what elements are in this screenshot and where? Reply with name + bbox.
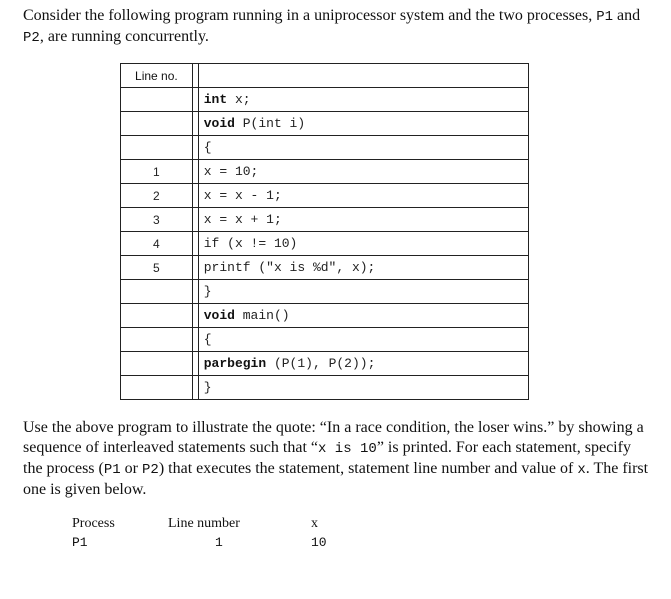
code-line xyxy=(199,353,528,375)
code-row xyxy=(121,304,529,328)
line-number-cell xyxy=(121,136,193,160)
code-line xyxy=(199,185,528,207)
line-number: 4 xyxy=(153,236,160,251)
process-p1-code: P1 xyxy=(103,462,121,478)
code-cell xyxy=(198,376,528,400)
code-cell xyxy=(198,184,528,208)
code-row xyxy=(121,208,529,232)
line-number-cell xyxy=(121,88,193,112)
code-cell xyxy=(198,304,528,328)
code-cell xyxy=(198,352,528,376)
code-cell xyxy=(198,232,528,256)
code-text: } xyxy=(203,283,212,299)
example-value-process: P1 xyxy=(72,535,88,550)
line-number-cell xyxy=(121,376,193,400)
code-row xyxy=(121,328,529,352)
example-header-line-number: Line number xyxy=(168,516,240,531)
question-paragraph xyxy=(23,418,653,500)
code-keyword: parbegin xyxy=(203,355,267,371)
line-number-cell xyxy=(121,352,193,376)
example-value-line-number: 1 xyxy=(215,535,223,550)
line-number: 5 xyxy=(153,260,160,275)
line-number xyxy=(121,304,192,327)
code-line xyxy=(199,113,528,135)
intro-paragraph xyxy=(23,6,653,48)
intro-text: , are running concurrently. xyxy=(39,28,209,45)
code-table xyxy=(120,63,529,400)
code-row xyxy=(121,160,529,184)
code-text: x = x + 1; xyxy=(203,211,282,227)
code-text: if (x != 10) xyxy=(203,235,298,251)
code-line xyxy=(199,137,528,159)
line-number xyxy=(121,352,192,375)
code-row xyxy=(121,280,529,304)
question-text: or xyxy=(120,460,142,477)
code-cell xyxy=(198,280,528,304)
code-text: x = x - 1; xyxy=(203,187,282,203)
line-number-cell xyxy=(121,256,193,280)
code-cell xyxy=(198,160,528,184)
code-row xyxy=(121,376,529,400)
line-number-cell xyxy=(121,208,193,232)
line-number xyxy=(121,136,192,159)
code-row xyxy=(121,352,529,376)
question-text: ) that executes the statement, statement line number and value of xyxy=(158,460,578,477)
line-number-cell xyxy=(121,112,193,136)
line-number-cell xyxy=(121,304,193,328)
question-text: Use the above program to illustrate the quote: “In a race condition, the loser wins.” by showing a sequence of interleaved statements such that “ xyxy=(23,419,644,456)
line-number-cell xyxy=(121,280,193,304)
code-line xyxy=(199,89,528,111)
code-text: x; xyxy=(227,91,251,107)
line-number-cell xyxy=(121,160,193,184)
line-number-cell xyxy=(121,328,193,352)
line-number: 2 xyxy=(153,188,160,203)
example-header-process: Process xyxy=(72,516,115,531)
line-number xyxy=(121,328,192,351)
process-p1-code: P1 xyxy=(596,9,614,25)
code-line xyxy=(199,209,528,231)
code-line xyxy=(199,305,528,327)
line-number-cell xyxy=(121,184,193,208)
code-row xyxy=(121,136,529,160)
line-number: 3 xyxy=(153,212,160,227)
process-p2-code: P2 xyxy=(142,462,159,478)
code-line xyxy=(199,281,528,303)
code-line xyxy=(199,257,528,279)
code-cell xyxy=(198,136,528,160)
line-number xyxy=(121,376,192,399)
process-p2-code: P2 xyxy=(23,30,40,46)
code-row xyxy=(121,88,529,112)
code-text: { xyxy=(203,139,212,155)
code-text: } xyxy=(203,379,212,395)
question-code: x is 10 xyxy=(318,441,377,457)
code-text: P(int i) xyxy=(234,115,306,131)
code-cell xyxy=(198,256,528,280)
line-number-cell xyxy=(121,232,193,256)
code-line xyxy=(199,161,528,183)
line-number: 1 xyxy=(153,164,160,179)
intro-text: Consider the following program running in a uniprocessor system and the two processes, xyxy=(23,7,597,24)
variable-x-code: x xyxy=(577,462,586,478)
question-text: . The first one is given below. xyxy=(23,460,649,498)
question-text: ” is printed. For each statement, specify the process ( xyxy=(23,439,631,477)
code-text: printf ("x is %d", x); xyxy=(203,259,376,275)
code-cell xyxy=(198,88,528,112)
code-row xyxy=(121,232,529,256)
code-row xyxy=(121,184,529,208)
code-row xyxy=(121,112,529,136)
code-line xyxy=(199,329,528,351)
intro-text: and xyxy=(613,7,641,24)
line-no-header xyxy=(121,64,193,88)
line-number xyxy=(121,112,192,135)
code-text: main() xyxy=(234,307,290,323)
code-text: x = 10; xyxy=(203,163,259,179)
code-keyword: int xyxy=(203,91,228,107)
code-cell xyxy=(198,328,528,352)
code-line xyxy=(199,377,528,399)
code-cell xyxy=(198,208,528,232)
code-keyword: void xyxy=(203,307,235,323)
code-text: { xyxy=(203,331,212,347)
example-header-x: x xyxy=(311,516,318,531)
table-header-row xyxy=(121,64,529,88)
example-value-x: 10 xyxy=(311,535,327,550)
line-number xyxy=(121,280,192,303)
code-row xyxy=(121,256,529,280)
code-header-cell xyxy=(198,64,528,88)
code-text: (P(1), P(2)); xyxy=(266,355,376,371)
code-keyword: void xyxy=(203,115,235,131)
code-cell xyxy=(198,112,528,136)
line-number xyxy=(121,88,192,111)
line-no-header-label: Line no. xyxy=(135,68,178,83)
code-line xyxy=(199,233,528,255)
